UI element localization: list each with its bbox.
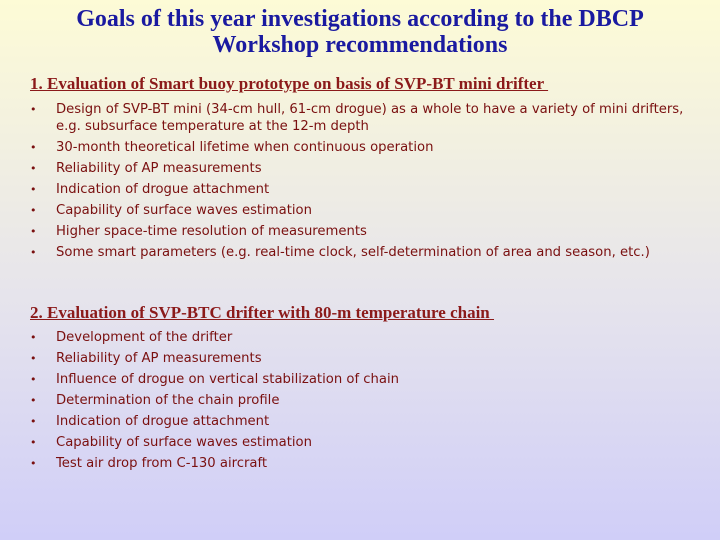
list-item-text: Some smart parameters (e.g. real-time clock, self-determination of area and season, etc.) [56,245,650,260]
list-item [30,392,700,409]
list-item [30,139,700,156]
list-item [30,202,700,219]
bullet-icon: • [30,394,37,407]
bullet-icon: • [30,436,37,449]
list-item [30,181,700,198]
list-item-text: Indication of drogue attachment [56,414,270,429]
slide-title-line-1: Goals of this year investigations according to the DBCP [76,6,644,32]
list-item-text: Development of the drifter [56,330,233,345]
list-item-text: 30-month theoretical lifetime when continuous operation [56,140,434,155]
bullet-icon: • [30,162,37,175]
list-item-text: Reliability of AP measurements [56,161,262,176]
list-item-text: Capability of surface waves estimation [56,203,312,218]
list-item [30,455,700,472]
list-item [30,244,700,261]
list-item-text: Capability of surface waves estimation [56,435,312,450]
list-item [30,413,700,430]
bullet-icon: • [30,373,37,386]
section-1-list [30,101,700,265]
list-item-text: Design of SVP-BT mini (34-cm hull, 61-cm drogue) as a whole to have a variety of mini drifters, e.g. subsurface temperature at the 12-m depth [56,102,684,134]
list-item [30,101,700,135]
list-item [30,434,700,451]
list-item [30,371,700,388]
bullet-icon: • [30,103,37,116]
list-item [30,329,700,346]
slide-title [0,6,720,58]
bullet-icon: • [30,183,37,196]
bullet-icon: • [30,141,37,154]
bullet-icon: • [30,457,37,470]
list-item [30,350,700,367]
list-item-text: Determination of the chain profile [56,393,280,408]
list-item-text: Test air drop from C-130 aircraft [56,456,268,471]
list-item-text: Reliability of AP measurements [56,351,262,366]
slide-title-line-2: Workshop recommendations [212,32,508,58]
bullet-icon: • [30,415,37,428]
bullet-icon: • [30,225,37,238]
list-item [30,160,700,177]
bullet-icon: • [30,204,37,217]
list-item-text: Higher space-time resolution of measurements [56,224,367,239]
bullet-icon: • [30,246,37,259]
bullet-icon: • [30,352,37,365]
section-2-list [30,329,700,476]
list-item-text: Indication of drogue attachment [56,182,270,197]
section-2-heading: 2. Evaluation of SVP-BTC drifter with 80-m temperature chain [30,303,495,322]
section-1-heading: 1. Evaluation of Smart buoy prototype on basis of SVP-BT mini drifter [30,74,549,93]
bullet-icon: • [30,331,37,344]
list-item-text: Influence of drogue on vertical stabilization of chain [56,372,399,387]
list-item [30,223,700,240]
